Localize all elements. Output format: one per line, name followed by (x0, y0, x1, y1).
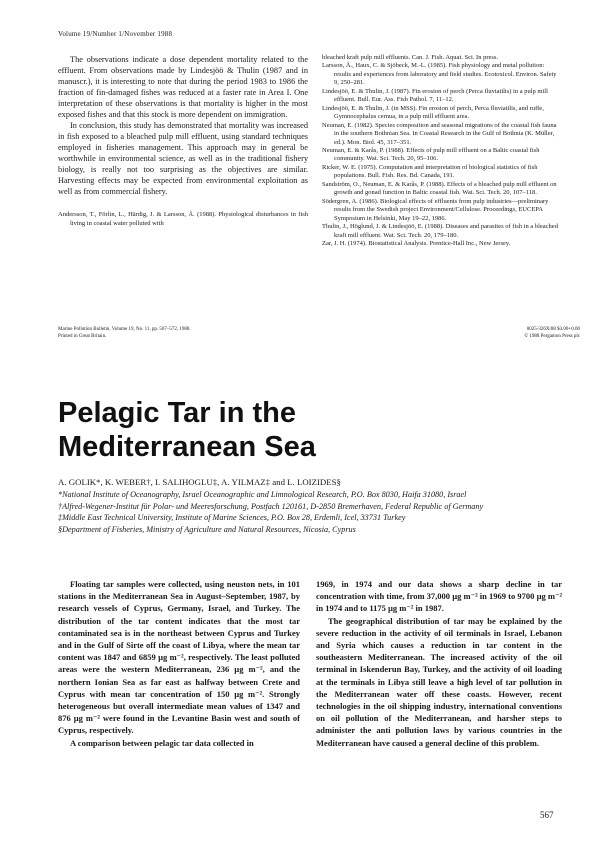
body-paragraph: In conclusion, this study has demonstrated that mortality was increased in fish exposed to a bleached pulp mill effluent, using standard techniques employed in fisheries management. This approach may in general be worthwhile in environmental science, as well as in the traditional fishery biology, is really not too surprising as the objectives are similar. Harvesting effects may be expected from environmental exploitation as well as from commercial fishery. (58, 121, 308, 196)
reference-entry: Sandström, O., Neuman, E. & Karås, P. (1988). Effects of a bleached pulp mill effluent on growth and gonad function in Baltic coastal fish. Wat. Sci. Tech. 20, 107–118. (322, 180, 557, 197)
abstract-paragraph: 1969, in 1974 and our data shows a sharp decline in tar concentration with time, from 37,000 µg m⁻² in 1969 to 9700 µg m⁻² in 1974 and to 1175 µg m⁻² in 1987. (316, 579, 562, 614)
reference-entry: Neuman, E. & Karås, P. (1988). Effects of pulp mill effluent on a Baltic coastal fish community. Wat. Sci. Tech. 20, 95–106. (322, 146, 540, 163)
journal-citation-line: Marine Pollution Bulletin, Volume 19, No. 11, pp. 567–572, 1988. (58, 327, 191, 332)
title-line: Pelagic Tar in the (58, 397, 296, 429)
page-number: 567 (540, 810, 554, 820)
reference-entry: Larsson, Å., Haux, C. & Sjöbeck, M.-L. (1985). Fish physiology and metal pollution: results and experiences from laboratory and field studies. Ecotoxicol. Environ. Safety 9, 250–281. (322, 62, 557, 87)
reference-entry: Lindesjöö, E. & Thulin, J. (1987). Fin erosion of perch (Perca fluviatilis) in a pulp mill effluent. Bull. Eur. Ass. Fish Pathol. 7, 11–12. (322, 87, 548, 104)
reference-entry: Neuman, E. (1982). Species composition and seasonal migrations of the coastal fish fauna in the southern Bothnian Sea. In Coastal Research in the Gulf of Bothnia (K. Müller, ed.). Mon. Biol. 45, 317–351. (322, 121, 557, 146)
copyright-notice (470, 327, 580, 340)
article-title (58, 396, 316, 464)
reference-entry: Södergren, A. (1986). Biological effects of effluents from pulp industries—preliminary results from the Swedish project Environment/Cellulose. Proceedings, EUCEPA Symposium in Helsinki, May 19–22, 1986. (322, 197, 549, 222)
running-head: Volume 19/Number 1/November 1988 (58, 30, 173, 38)
author-list: A. GOLIK*, K. WEBER†, I. SALIHOGLU‡, A. YILMAZ‡ and L. LOIZIDES§ (58, 477, 341, 487)
reference-entry: bleached kraft pulp mill effluents. Can. J. Fish. Aquat. Sci. In press. (322, 54, 499, 61)
affiliation: ‡Middle East Technical University, Institute of Marine Sciences, P.O. Box 28, Erdemli, Icel, 33731 Turkey (58, 513, 406, 522)
title-line: Mediterranean Sea (58, 431, 316, 463)
reference-entry: Zar, J. H. (1974). Biostatistical Analysis. Prentice-Hall Inc., New Jersey. (322, 239, 511, 247)
affiliations (58, 489, 568, 535)
copyright-line: © 1988 Pergamon Press plc (524, 333, 580, 339)
affiliation: †Alfred-Wegener-Institut für Polar- und Meeresforschung, Postfach 120161, D-2850 Bremerhaven, Federal Republic of Germany (58, 501, 484, 511)
abstract-right-column (316, 578, 562, 749)
affiliation: *National Institute of Oceanography, Israel Oceanographic and Limnological Research, P.O. Box 8030, Haifa 31080, Israel (58, 490, 467, 499)
previous-article-references (322, 54, 562, 248)
previous-article-left-column (58, 54, 308, 228)
journal-citation-line: Printed in Great Britain. (58, 333, 107, 339)
reference-entry: Thulin, J., Höglund, J. & Lindesjöö, E. (1988). Diseases and parasites of fish in a bleached kraft mill effluent. Wat. Sci. Tech. 20, 179–180. (322, 223, 558, 239)
affiliation: §Department of Fisheries, Ministry of Agriculture and Natural Resources, Nicosia, Cyprus (58, 524, 356, 534)
journal-citation (58, 327, 258, 340)
abstract-paragraph: The geographical distribution of tar may be explained by the severe reduction in the activity of oil terminals in Israel, Lebanon and Syria which causes a reduction in tar content in the southeastern Mediterranean. The increased activity of the oil terminal in Iskenderun Bay, Turkey, and the activity of oil loading at the terminals in Libya still leave a high level of tar pollution in the Mediterranean water off these coasts. However, recent technologies in the oil shipping industry, international conventions on oil pollution of the Mediterranean, and harsher steps to administer the anti pollution laws by various countries in the Mediterranean have caused a general decline of this problem. (316, 615, 562, 748)
copyright-line: 0025-326X/88 $3.00+0.00 (526, 327, 580, 332)
reference-entry: Ricker, W. E. (1975). Computation and interpretation of biological statistics of fish populations. Bull. Fish. Res. Bd. Canada, 191. (322, 163, 538, 180)
reference-entry: Andersson, T., Förlin, L., Härdig, J. & Larsson, Å. (1988). Physiological disturbances in fish living in coastal water polluted with (58, 211, 308, 227)
abstract-left-column (58, 578, 300, 749)
abstract-paragraph: Floating tar samples were collected, using neuston nets, in 101 stations in the Mediterranean Sea in August–September, 1987, by research vessels of Cyprus, Germany, Israel, and Turkey. The distribution of the tar content indicates that the most tar contaminated sea is in the northeast between Cyprus and Turkey and in the Gulf of Sirte off the coast of Libya, where the mean tar content was 1847 and 6859 µg m⁻², respectively. The least polluted areas were the western Mediterranean, 236 µg m⁻², and the northern Ionian Sea as far east as halfway between Crete and Cyprus with mean tar concentration of 150 µg m⁻². Strongly heterogeneous but overall intermediate mean values of 1347 and 876 µg m⁻² were found in the Levantine Basin west and south of Cyprus, respectively. (58, 579, 300, 736)
reference-entry: Lindesjöö, E. & Thulin, J. (in MSS). Fin erosion of perch, Perca fluviatilis, and ruffe, Gymnocephalus cernua, in a pulp mill effluent area. (322, 104, 544, 121)
body-paragraph: The observations indicate a dose dependent mortality related to the effluent. From observations made by Lindesjöö & Thulin (1987 and in manuscr.), it is interesting to note that during the period 1983 to 1986 the fraction of fin-damaged fishes was reduced at a faster rate in Area I. One interpretation of these observations is that mortality is higher in the most exposed fishes and that this stock is more dependent on immigration. (58, 55, 308, 119)
abstract-paragraph: A comparison between pelagic tar data collected in (70, 737, 254, 748)
